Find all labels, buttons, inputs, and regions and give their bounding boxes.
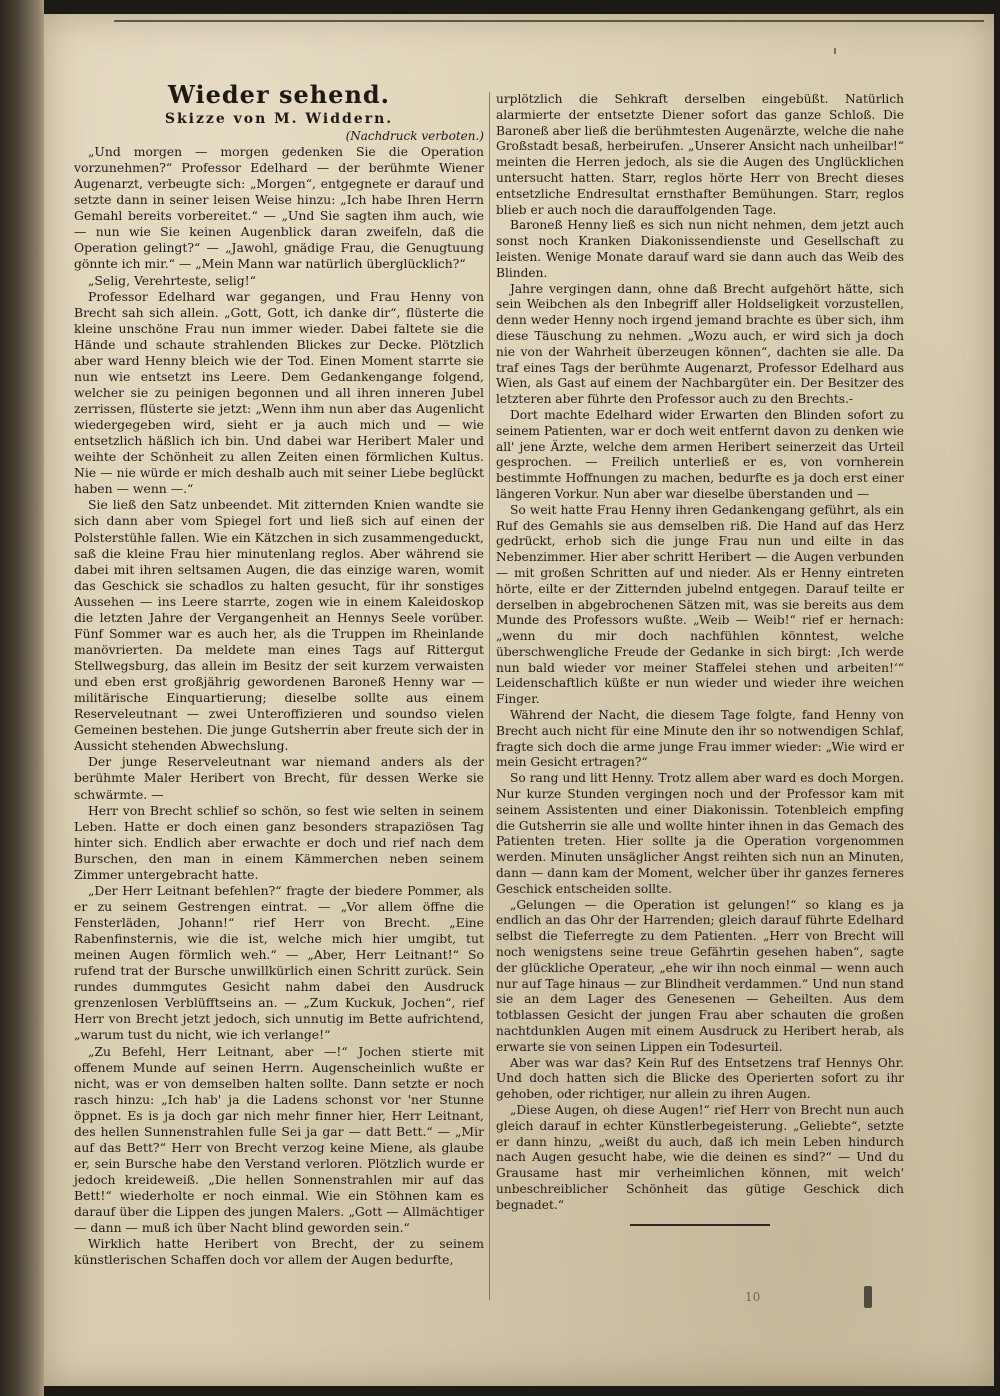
paragraph: „Selig, Verehrteste, selig!“ <box>88 272 256 288</box>
article-subtitle: Skizze von M. Widdern. <box>164 111 394 127</box>
paragraph: Aber was war das? Kein Ruf des Entsetzens traf Hennys Ohr. Und doch hatten sich die Blicke des Operierten sofort zu ihr gehoben, oder richtiger, nur allein zu ihren Augen. <box>496 1055 904 1102</box>
ink-tick <box>834 48 836 54</box>
paragraph: urplötzlich die Sehkraft derselben eingebüßt. Natürlich alarmierte der entsetzte Diener sofort das ganze Schloß. Die Baroneß aber ließ die berühmtesten Augenärzte, welche die nahe Großstadt besaß, herbeirufen. „Unserer Ansicht nach unheilbar!“ meinten die Herren jedoch, als sie die Augen des Unglücklichen untersucht hatten. Starr, reglos hörte Herr von Brecht dieses entsetzliche Endresultat ernsthafter Bemühungen. Starr, reglos blieb er auch noch die darauffolgenden Tage. <box>496 92 904 217</box>
page-mark: 10 <box>745 1290 761 1304</box>
left-column <box>74 80 484 1268</box>
top-rule <box>114 20 984 22</box>
article-title: Wieder sehend. <box>167 80 391 109</box>
paragraph: Jahre vergingen dann, ohne daß Brecht aufgehört hätte, sich sein Weibchen als den Inbegriff aller Holdseligkeit vorzustellen, denn weder Henny noch irgend jemand brachte es über sich, ihm diese Täuschung zu nehmen. „Wozu auch, er wird sich ja doch nie von der Wahrheit überzeugen können“, dachten sie alle. Da traf eines Tags der berühmte Augenarzt, Professor Edelhard aus Wien, als Gast auf einem der Nachbargüter ein. Der Besitzer des letzteren aber führte den Professor auch zu den Brechts.- <box>496 281 904 407</box>
paragraph: So rang und litt Henny. Trotz allem aber ward es doch Morgen. Nur kurze Stunden vergingen noch und der Professor kam mit seinem Assistenten und einer Diakonissin. Totenbleich empfing die Gutsherrin sie alle und wollte hinter ihnen in das Gemach des Patienten treten. Hier sollte ja die Operation vorgenommen werden. Minuten unsäglicher Angst reihten sich nun an Minuten, dann — dann kam der Moment, welcher über ihr ganzes ferneres Geschick entscheiden sollte. <box>496 771 904 896</box>
paragraph: Der junge Reserveleutnant war niemand anders als der berühmte Maler Heribert von Brecht, für dessen Werke sie schwärmte. — <box>74 754 484 802</box>
paragraph: „Diese Augen, oh diese Augen!“ rief Herr von Brecht nun auch gleich darauf in echter Künstlerbegeisterung. „Geliebte“, setzte er dann hinzu, „weißt du auch, daß ich mein Leben hindurch nach Augen gesucht habe, wie die deinen es sind?“ — Und du Grausame hast mir verheimlichen können, mit welch' unbeschreiblicher Schönheit das gütige Geschick dich begnadet.“ <box>496 1103 904 1212</box>
paragraph: „Zu Befehl, Herr Leitnant, aber —!“ Jochen stierte mit offenem Munde auf seinen Herrn. Augenscheinlich wußte er nicht, was er von demselben halten sollte. Dann setzte er noch rasch hinzu: „Ich hab' ja die Ladens schonst vor 'ner Stunne öppnet. Es is ja doch gar nich mehr finner hier, Herr Leitnant, des hellen Sunnenstrahlen fulle Sei ja gar — datt Bett.“ — „Mir auf das Bett?“ Herr von Brecht verzog keine Miene, als glaube er, sein Bursche habe den Verstand verloren. Plötzlich wurde er jedoch kreideweiß. „Die hellen Sonnenstrahlen mir auf das Bett!“ wiederholte er noch einmal. Wie ein Stöhnen kam es darauf über die Lippen des jungen Malers. „Gott — Allmächtiger — dann — muß ich über Nacht blind geworden sein.“ <box>74 1043 484 1236</box>
ink-mark <box>864 1286 872 1308</box>
right-column <box>496 92 904 1226</box>
paragraph: „Gelungen — die Operation ist gelungen!“ so klang es ja endlich an das Ohr der Harrenden; gleich darauf führte Edelhard selbst die Tieferregte zu dem Patienten. „Herr von Brecht will noch wenigstens seine treue Gefährtin gesehen haben“, sagte der glückliche Operateur, „ehe wir ihn noch einmal — wenn auch nur auf Tage hinaus — zur Blindheit verdammen.“ Und nun stand sie an dem Lager des Genesenen — Geheilten. Aus dem totblassen Gesicht der jungen Frau aber schauten die großen nachtdunklen Augen mit einem Ausdruck zu Heribert herab, als erwarte sie von seinen Lippen ein Todesurteil. <box>496 897 904 1054</box>
end-rule <box>630 1224 770 1226</box>
paragraph: Dort machte Edelhard wider Erwarten den Blinden sofort zu seinem Patienten, war er doch weit entfernt davon zu denken wie all' jene Ärzte, welche dem armen Heribert seinerzeit das Urteil gesprochen. — Freilich unterließ er es, von vornherein bestimmte Hoffnungen zu machen, bedurfte es ja doch erst einer längeren Vorkur. Nun aber war dieselbe überstanden und — <box>496 407 904 501</box>
paragraph: Während der Nacht, die diesem Tage folgte, fand Henny von Brecht auch nicht für eine Minute den ihr so notwendigen Schlaf, fragte sich doch die arme junge Frau immer wieder: „Wie wird er mein Gesicht ertragen?“ <box>496 708 904 770</box>
paragraph: Professor Edelhard war gegangen, und Frau Henny von Brecht sah sich allein. „Gott, Gott, ich danke dir“, flüsterte die kleine unschöne Frau nun immer wieder. Dabei faltete sie die Hände und schaute strahlenden Blickes zur Decke. Plötzlich aber ward Henny bleich wie der Tod. Einen Moment starrte sie nun wie entsetzt ins Leere. Dem Gedankengange folgend, welcher sie zu peinigen begonnen und all ihren inneren Jubel zerrissen, flüsterte sie jetzt: „Wenn ihm nun aber das Augenlicht wiedergegeben wird, sieht er ja auch mich und — wie entsetzlich häßlich ich bin. Und dabei war Heribert Maler und weihte der Schönheit zu allen Zeiten einen förmlichen Kultus. Nie — nie würde er mich deshalb auch mit seiner Liebe beglückt haben — wenn —.“ <box>74 288 484 497</box>
reprint-note: (Nachdruck verboten.) <box>345 129 484 143</box>
paragraph: Herr von Brecht schlief so schön, so fest wie selten in seinem Leben. Hatte er doch einen ganz besonders strapaziösen Tag hinter sich. Endlich aber erwachte er doch und rief nach dem Burschen, den man in einem Kämmerchen neben seinem Zimmer untergebracht hatte. <box>74 802 484 882</box>
paragraph: Sie ließ den Satz unbeendet. Mit zitternden Knien wandte sie sich dann aber vom Spiegel fort und ließ sich auf einen der Polsterstühle fallen. Wie ein Kätzchen in sich zusammengeduckt, saß die kleine Frau hier minutenlang reglos. Aber während sie dabei mit ihren seltsamen Augen, die das einzige waren, womit das Geschick sie schadlos zu halten gesucht, für ihr sonstiges Aussehen — ins Leere starrte, zogen wie in einem Kaleidoskop die letzten Jahre der Vergangenheit an Hennys Seele vorüber. Fünf Sommer war es auch her, als die Truppen im Rheinlande manövrierten. Da meldete man eines Tags auf Rittergut Stellwegsburg, das allein im Besitz der seit kurzem verwaisten und eben erst großjährig gewordenen Baroneß Henny war — militärische Einquartierung; dieselbe sollte aus einem Reserveleutnant — zwei Unteroffizieren und soundso vielen Gemeinen bestehen. Die junge Gutsherrin aber freute sich der in Aussicht stehenden Abwechslung. <box>74 497 484 754</box>
paragraph: Wirklich hatte Heribert von Brecht, der zu seinem künstlerischen Schaffen doch vor allem der Augen bedurfte, <box>74 1236 484 1268</box>
previous-page-edge <box>0 0 44 1396</box>
paragraph: „Und morgen — morgen gedenken Sie die Operation vorzunehmen?“ Professor Edelhard — der berühmte Wiener Augenarzt, verbeugte sich: „Morgen“, entgegnete er darauf und setzte dann in seiner leisen Weise hinzu: „Ich habe Ihren Herrn Gemahl bereits vorbereitet.“ — „Und Sie sagten ihm auch, wie — nun wie Sie keinen Augenblick daran zweifeln, daß die Operation gelingt?“ — „Jawohl, gnädige Frau, die Genugtuung gönnte ich mir.“ — „Mein Mann war natürlich überglücklich?“ <box>74 144 484 272</box>
paragraph: „Der Herr Leitnant befehlen?“ fragte der biedere Pommer, als er zu seinem Gestrengen eintrat. — „Vor allem öffne die Fensterläden, Johann!“ rief Herr von Brecht. „Eine Rabenfinsternis, wie die ist, welche mich hier umgibt, tut meinen Augen förmlich weh.“ — „Aber, Herr Leitnant!“ So rufend trat der Bursche unwillkürlich einen Schritt zurück. Sein rundes dummgutes Gesicht nahm dabei den Ausdruck grenzenlosen Verblüfftseins an. — „Zum Kuckuk, Jochen“, rief Herr von Brecht jetzt jedoch, sich unnutig im Bette aufrichtend, „warum tust du nicht, wie ich verlange!“ <box>74 882 484 1043</box>
column-divider <box>489 92 490 1300</box>
paragraph: Baroneß Henny ließ es sich nun nicht nehmen, dem jetzt auch sonst noch Kranken Diakonissendienste und Gesellschaft zu leisten. Wenige Monate darauf ward sie dann auch das Weib des Blinden. <box>496 218 904 280</box>
paragraph: So weit hatte Frau Henny ihren Gedankengang geführt, als ein Ruf des Gemahls sie aus demselben riß. Die Hand auf das Herz gedrückt, erhob sich die junge Frau nun und eilte in das Nebenzimmer. Hier aber schritt Heribert — die Augen verbunden — mit großen Schritten auf und nieder. Als er Henny eintreten hörte, eilte er der Zitternden jubelnd entgegen. Darauf teilte er derselben in abgebrochenen Sätzen mit, was sie bereits aus dem Munde des Professors wußte. „Weib — Weib!“ rief er hernach: „wenn du mir doch nachfühlen könntest, welche überschwengliche Freude der Gedanke in sich birgt: ‚Ich werde nun bald wieder vor meiner Staffelei stehen und arbeiten!‘“ Leidenschaftlich küßte er nun wieder und wieder ihre weichen Finger. <box>496 502 904 707</box>
